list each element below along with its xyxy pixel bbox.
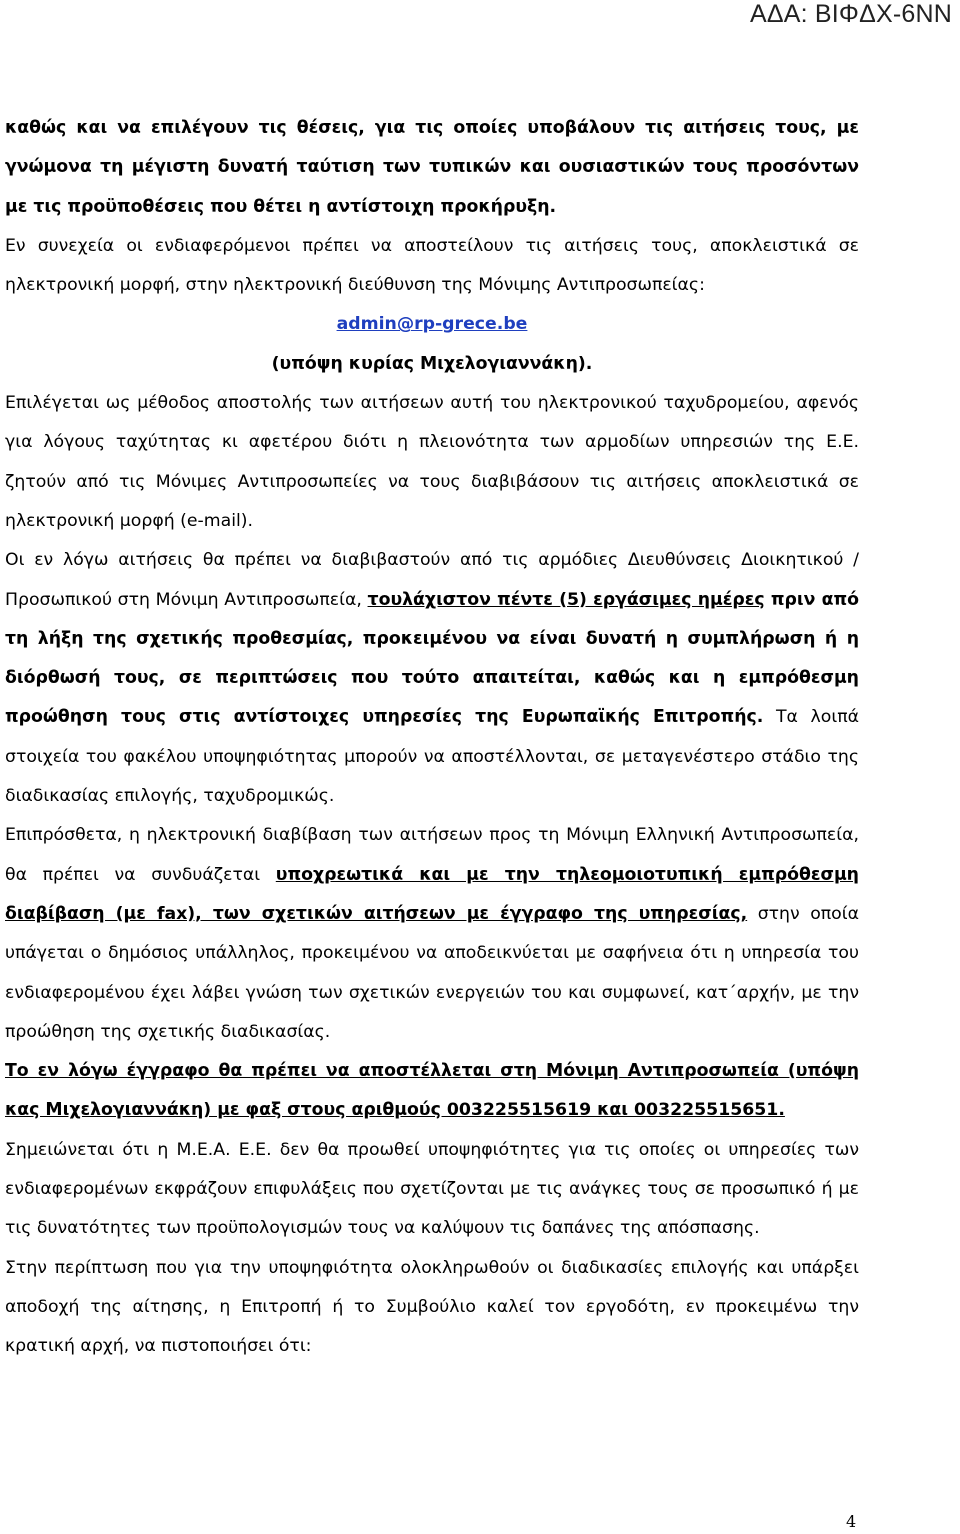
deadline-days: τουλάχιστον πέντε (5) εργάσιμες ημέρες xyxy=(367,589,765,610)
page-number: 4 xyxy=(846,1512,857,1531)
fax-intro: Επιπρόσθετα, η ηλεκτρονική διαβίβαση των αιτήσεων προς τη Μόνιμη Ελληνική Αντιπροσωπεία, θα πρέπει να συνδυάζεται xyxy=(5,825,859,885)
email-line xyxy=(5,305,859,344)
fax-rest: στην οποία υπάγεται ο δημόσιος υπάλληλος, προκειμένου να αποδεικνύεται με σαφήνεια ότι η υπηρεσία του ενδιαφερομένου έχει λάβει γνώση των σχετικών ενεργειών του και συμφωνεί, κατ΄αρχήν, με την προώθηση της σχετικής διαδικασίας. xyxy=(5,903,859,1042)
deadline-rest: Τα λοιπά στοιχεία του φακέλου υποψηφιότητας μπορούν να αποστέλλονται, σε μεταγενέστερο στάδιο της διαδικασίας επιλογής, ταχυδρομικώς. xyxy=(5,707,859,807)
attention-line: (υπόψη κυρίας Μιχελογιαννάκη). xyxy=(271,353,593,374)
paragraph-reservations: Σημειώνεται ότι η Μ.Ε.Α. Ε.Ε. δεν θα προωθεί υποψηφιότητες για τις οποίες οι υπηρεσίες των ενδιαφερομένων εκφράζουν επιφυλάξεις που σχετίζονται με τις ανάγκες τους σε προσωπικό ή με τις δυνατότητες των προϋπολογισμών τους να καλύψουν τις δαπάνες της απόσπασης. xyxy=(5,1139,859,1239)
email-link[interactable]: admin@rp-grece.be xyxy=(336,314,528,335)
paragraph-email-method: Επιλέγεται ως μέθοδος αποστολής των αιτήσεων αυτή του ηλεκτρονικού ταχυδρομείου, αφενός για λόγους ταχύτητας κι αφετέρου διότι η πλειονότητα των αρμοδίων υπηρεσιών της Ε.Ε. ζητούν από τις Μόνιμες Αντιπροσωπείες να τους διαβιβάσουν τις αιτήσεις αποκλειστικά σε ηλεκτρονική μορφή (e-mail). xyxy=(5,393,859,531)
paragraph-fax-numbers: Το εν λόγω έγγραφο θα πρέπει να αποστέλλεται στη Μόνιμη Αντιπροσωπεία (υπόψη κας Μιχελογιαννάκη) με φαξ στους αριθμούς 003225515619 και 003225515651. xyxy=(5,1061,859,1121)
ada-code: ΑΔΑ: ΒΙΦΔΧ-6ΝΝ xyxy=(749,0,952,28)
fax-mandatory: υποχρεωτικά και με την τηλεομοιοτυπική εμπρόθεσμη διαβίβαση (με fax), των σχετικών αιτήσεων με έγγραφο της υπηρεσίας, xyxy=(5,864,859,924)
paragraph-deadline xyxy=(5,541,859,816)
paragraph-fax-requirement xyxy=(5,816,859,1052)
deadline-bold: πριν από τη λήξη της σχετικής προθεσμίας, προκειμένου να είναι δυνατή η συμπλήρωση ή η διόρθωσή τους, σε περιπτώσεις που τούτο απαιτείται, καθώς και η εμπρόθεσμη προώθηση τους στις αντίστοιχες υπηρεσίες της Ευρωπαϊκής Επιτροπής. xyxy=(5,589,859,728)
paragraph-submission-instructions: Εν συνεχεία οι ενδιαφερόμενοι πρέπει να αποστείλουν τις αιτήσεις τους, αποκλειστικά σε ηλεκτρονική μορφή, στην ηλεκτρονική διεύθυνση της Μόνιμης Αντιπροσωπείας: xyxy=(5,235,859,296)
paragraph-certification: Στην περίπτωση που για την υποψηφιότητα ολοκληρωθούν οι διαδικασίες επιλογής και υπάρξει αποδοχή της αίτησης, η Επιτροπή ή το Συμβούλιο καλεί τον εργοδότη, εν προκειμένω την κρατική αρχή, να πιστοποιήσει ότι: xyxy=(5,1257,859,1357)
deadline-intro: Οι εν λόγω αιτήσεις θα πρέπει να διαβιβαστούν από τις αρμόδιες Διευθύνσεις Διοικητικού /Προσωπικού στη Μόνιμη Αντιπροσωπεία, xyxy=(5,550,859,610)
paragraph-selection-criteria: καθώς και να επιλέγουν τις θέσεις, για τις οποίες υποβάλουν τις αιτήσεις τους, με γνώμονα τη μέγιστη δυνατή ταύτιση των τυπικών και ουσιαστικών τους προσόντων με τις προϋποθέσεις που θέτει η αντίστοιχη προκήρυξη. xyxy=(5,118,859,217)
document-body xyxy=(5,109,859,1367)
